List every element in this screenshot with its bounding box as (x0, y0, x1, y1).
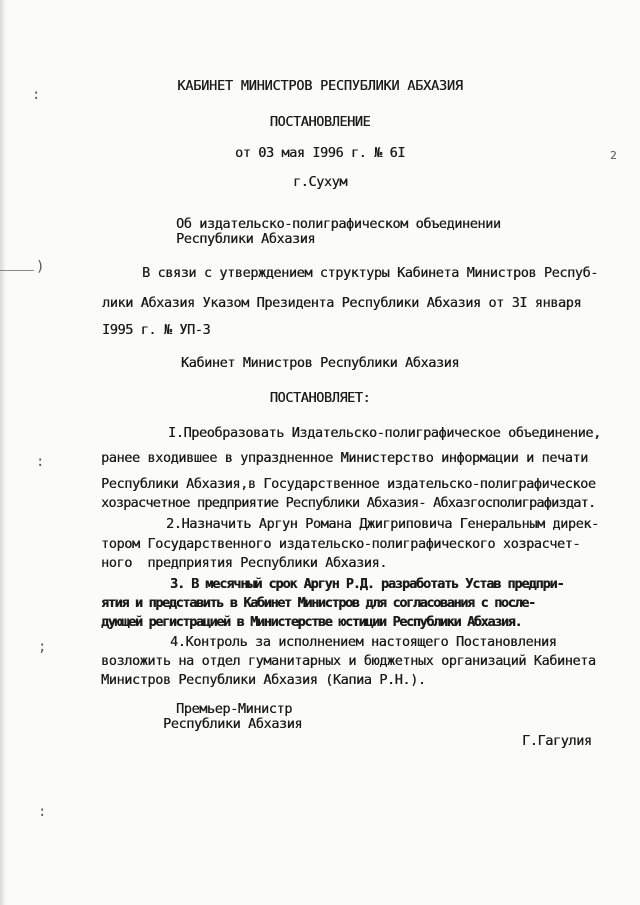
preamble-line-3: I995 г. № УП-3 (102, 322, 211, 338)
item-3-line-3: дующей регистрацией в Министерстве юстиции Республики Абхазия. (101, 614, 522, 630)
item-4-line-3: Министров Республики Абхазия (Капиа Р.Н.). (101, 672, 426, 688)
binding-mark-1: : (32, 87, 41, 103)
item-3-line-2: ятия и представить в Кабинет Министров для согласования с после- (101, 595, 535, 611)
subject-line-2: Республики Абхазия (176, 231, 316, 247)
issuer: Кабинет Министров Республики Абхазия (180, 355, 460, 371)
item-3-line-1: 3. В месячный срок Аргун Р.Д. разработать Устав предпри- (170, 576, 564, 592)
item-2-line-2: тором Государственного издательско-полиграфического хозрасчет- (101, 536, 581, 552)
item-4-line-1: 4.Контроль за исполнением настоящего Постановления (170, 634, 557, 650)
item-4-line-2: возложить на отдел гуманитарных и бюджетных организаций Кабинета (101, 653, 596, 669)
signatory-name: Г.Гагулия (522, 733, 592, 749)
margin-rule (0, 270, 34, 271)
item-1-line-3: Республики Абхазия,в Государственное издательско-полиграфическое (101, 476, 596, 492)
subject-line-1: Об издательско-полиграфическом объединении (176, 216, 501, 232)
preamble-line-2: лики Абхазия Указом Президента Республики Абхазия от 3I января (102, 295, 582, 311)
document-type: ПОСТАНОВЛЕНИЕ (269, 114, 371, 130)
signatory-title-2: Республики Абхазия (163, 716, 303, 732)
item-1-line-2: ранее входившее в упраздненное Министерство информации и печати (101, 450, 588, 466)
binding-mark-5: : (38, 804, 47, 820)
preamble-line-1: В связи с утверждением структуры Кабинета Министров Респуб- (142, 265, 598, 281)
signatory-title-1: Премьер-Министр (176, 701, 292, 717)
item-1-line-4: хозрасчетное предприятие Республики Абхазия- Абхазгосполиграфиздат. (101, 495, 596, 511)
item-2-line-1: 2.Назначить Аргун Романа Джигриповича Генеральным дирек- (166, 516, 599, 532)
binding-mark-3: : (36, 454, 45, 470)
item-1-line-1: I.Преобразовать Издательско-полиграфическое объединение, (168, 425, 601, 441)
binding-mark-4: ; (38, 639, 47, 655)
item-2-line-3: ного предприятия Республики Абхазия. (101, 555, 387, 571)
place: г.Сухум (292, 174, 348, 190)
resolves-heading: ПОСТАНОВЛЯЕТ: (269, 390, 371, 406)
date-number: от 03 мая I996 г. № 6I (234, 145, 405, 161)
binding-mark-2: ) (36, 259, 45, 275)
organization-heading: КАБИНЕТ МИНИСТРОВ РЕСПУБЛИКИ АБХАЗИЯ (177, 78, 463, 94)
ghost-page-number: 2 (610, 149, 617, 162)
